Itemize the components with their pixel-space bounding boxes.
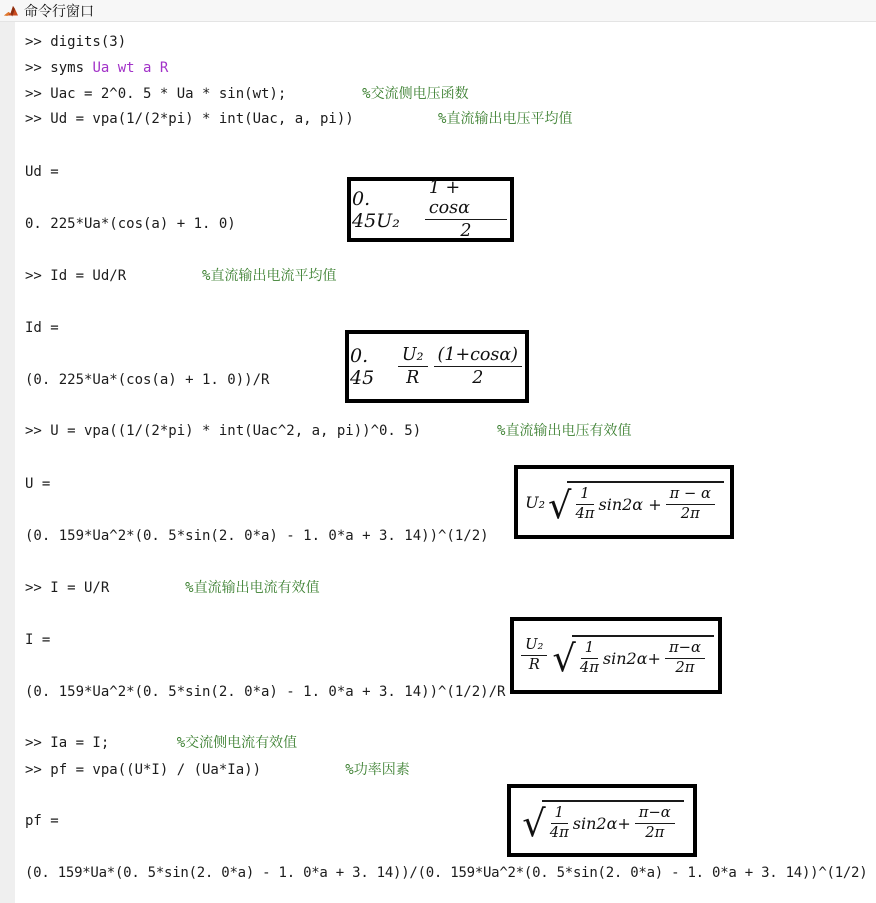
square-root: √ $\frac{1}{4\pi}$ sin2α + $\frac{\pi - \alpha}{2\pi}$ bbox=[548, 481, 724, 523]
code-text: >> Ud = vpa(1/(2*pi) * int(Uac, a, pi)) bbox=[25, 111, 354, 127]
code-text: >> I = U/R bbox=[25, 580, 110, 596]
formula-pf-image bbox=[507, 784, 697, 857]
console-line bbox=[25, 59, 168, 78]
code-text: Id = bbox=[25, 320, 59, 336]
code-text: (0. 225*Ua*(cos(a) + 1. 0))/R bbox=[25, 372, 270, 388]
code-text: >> Uac = 2^0. 5 * Ua * sin(wt); bbox=[25, 86, 287, 102]
console-left-gutter bbox=[0, 22, 15, 903]
square-root: √ $\frac{1}{4\pi}$ sin2α+ $\frac{\pi-\alpha}{2\pi}$ bbox=[522, 800, 683, 842]
formula-u-image bbox=[514, 465, 734, 539]
code-text: U = bbox=[25, 476, 51, 492]
fraction: $\frac{\text{U₂}}{R}$ bbox=[521, 637, 547, 674]
fraction: $\frac{\pi-\alpha}{2\pi}$ bbox=[635, 805, 675, 842]
console-line bbox=[25, 475, 50, 494]
formula-coefficient: U₂ bbox=[525, 492, 545, 512]
radical-sign: √ bbox=[547, 483, 572, 527]
fraction: $\frac{\text{U₂}}{R}$ bbox=[398, 345, 428, 388]
code-text: (0. 159*Ua*(0. 5*sin(2. 0*a) - 1. 0*a + 3. 14))/(0. 159*Ua^2*(0. 5*sin(2. 0*a) - 1. 0*a + 3. 14))^(1/2) bbox=[25, 865, 868, 881]
console-line bbox=[25, 683, 505, 702]
comment-text: %功率因素 bbox=[261, 762, 410, 778]
formula-i-image bbox=[510, 617, 722, 694]
console-line bbox=[25, 33, 126, 52]
console-line bbox=[25, 110, 572, 129]
fraction: $\frac{1 + \cos\alpha}{2}$ bbox=[425, 178, 507, 241]
comment-text: %直流输出电流平均值 bbox=[126, 268, 337, 284]
console-line bbox=[25, 761, 410, 780]
console-line bbox=[25, 734, 297, 753]
code-text: >> digits(3) bbox=[25, 34, 127, 50]
code-text: 0. 225*Ua*(cos(a) + 1. 0) bbox=[25, 216, 236, 232]
console-line bbox=[25, 371, 269, 390]
fraction: $\frac{1}{4\pi}$ bbox=[575, 485, 595, 522]
code-text: (0. 159*Ua^2*(0. 5*sin(2. 0*a) - 1. 0*a + 3. 14))^(1/2)/R bbox=[25, 684, 506, 700]
window-title: 命令行窗口 bbox=[24, 2, 94, 19]
code-text: I = bbox=[25, 632, 51, 648]
console-line bbox=[25, 267, 336, 286]
comment-text: %直流输出电流有效值 bbox=[109, 580, 320, 596]
fraction: $\frac{(1+\cos\alpha)}{2}$ bbox=[434, 345, 522, 388]
fraction: $\frac{\pi-\alpha}{2\pi}$ bbox=[665, 640, 705, 677]
fraction: $\frac{\pi - \alpha}{2\pi}$ bbox=[666, 486, 715, 523]
console-line bbox=[25, 812, 59, 831]
comment-text: %交流侧电流有效值 bbox=[109, 735, 298, 751]
console-line bbox=[25, 163, 59, 182]
formula-coefficient: 0. 45U₂ bbox=[352, 187, 400, 232]
console-line bbox=[25, 579, 320, 598]
console-line bbox=[25, 319, 59, 338]
code-text: >> Ia = I; bbox=[25, 735, 110, 751]
code-text: >> Id = Ud/R bbox=[25, 268, 127, 284]
console-line bbox=[25, 422, 631, 441]
matlab-icon bbox=[3, 3, 19, 19]
command-window[interactable] bbox=[0, 22, 876, 903]
code-text: (0. 159*Ua^2*(0. 5*sin(2. 0*a) - 1. 0*a + 3. 14))^(1/2) bbox=[25, 528, 489, 544]
comment-text: %直流输出电压平均值 bbox=[353, 111, 573, 127]
square-root: √ $\frac{1}{4\pi}$ sin2α+ $\frac{\pi-\alpha}{2\pi}$ bbox=[552, 635, 713, 677]
window-titlebar[interactable] bbox=[0, 0, 876, 22]
fraction: $\frac{1}{4\pi}$ bbox=[549, 803, 569, 841]
code-text: Ud = bbox=[25, 164, 59, 180]
comment-text: %交流侧电压函数 bbox=[286, 86, 469, 102]
syms-variables: Ua wt a R bbox=[92, 60, 169, 76]
code-text: >> syms bbox=[25, 60, 93, 76]
code-text: >> pf = vpa((U*I) / (Ua*Ia)) bbox=[25, 762, 262, 778]
console-line bbox=[25, 215, 236, 234]
console-line bbox=[25, 527, 489, 546]
fraction: $\frac{1}{4\pi}$ bbox=[579, 638, 599, 676]
formula-ud-image bbox=[347, 177, 514, 242]
formula-id-image bbox=[345, 330, 529, 403]
code-text: pf = bbox=[25, 813, 59, 829]
console-line bbox=[25, 864, 867, 883]
formula-coefficient: 0. 45 bbox=[350, 344, 375, 389]
code-text: >> U = vpa((1/(2*pi) * int(Uac^2, a, pi))^0. 5) bbox=[25, 423, 422, 439]
radical-sign: √ bbox=[522, 802, 546, 846]
console-line bbox=[25, 631, 50, 650]
comment-text: %直流输出电压有效值 bbox=[421, 423, 632, 439]
console-line bbox=[25, 85, 469, 104]
radical-sign: √ bbox=[552, 637, 576, 681]
